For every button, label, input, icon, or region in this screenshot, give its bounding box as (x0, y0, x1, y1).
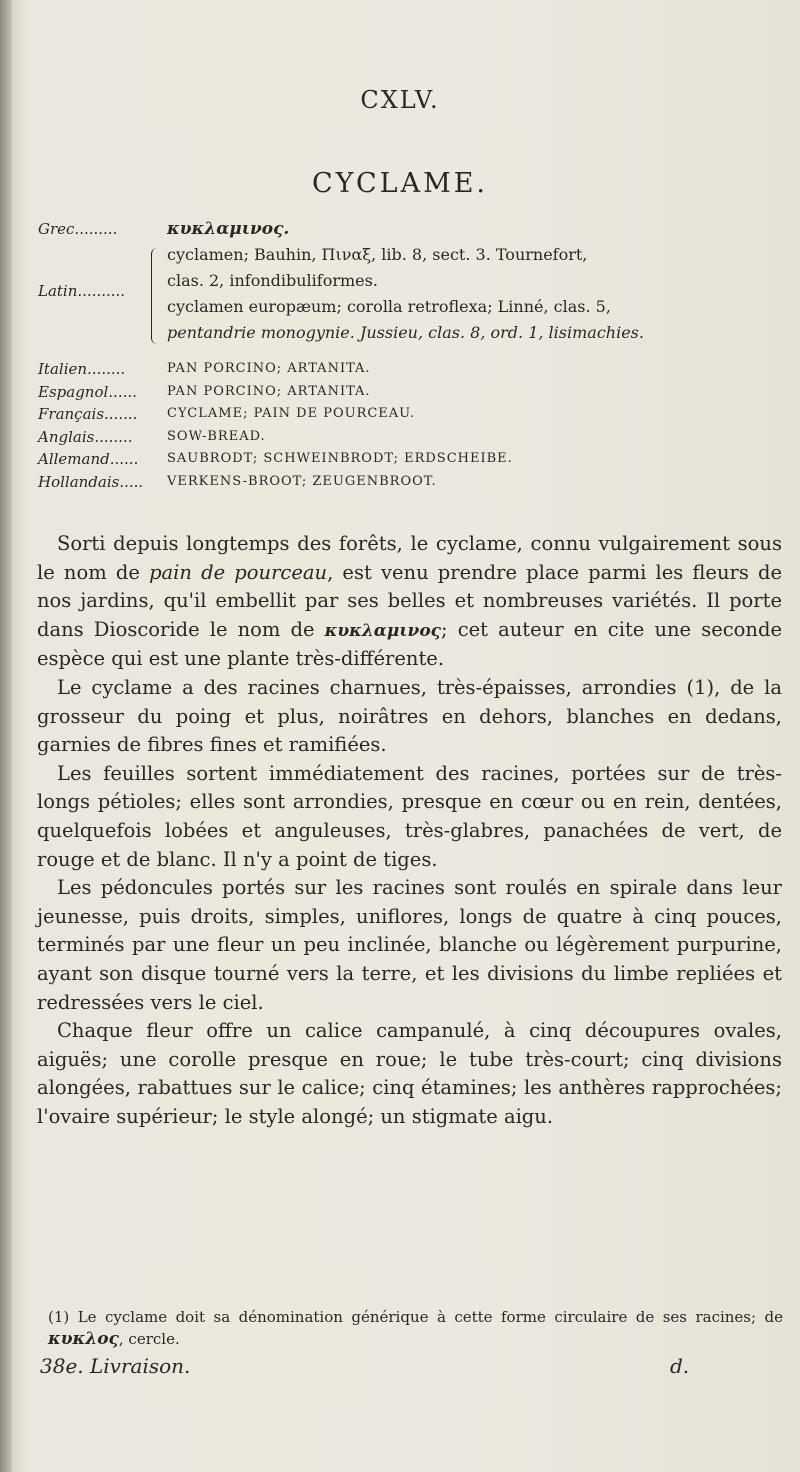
nomenclature-table (38, 216, 778, 493)
lang-label-grec: Grec......... (38, 220, 118, 238)
name-value-grec: κυκλαμινος. (167, 219, 290, 239)
body-text (37, 530, 782, 1131)
name-value-espagnol: PAN PORCINO; ARTANITA. (167, 383, 371, 399)
name-row-allemand (38, 448, 778, 471)
name-value-anglais: SOW-BREAD. (167, 428, 266, 444)
livraison-mark: 38e. Livraison. (40, 1354, 191, 1378)
name-row-grec (38, 216, 778, 242)
latin-synonyms (167, 242, 782, 346)
paragraph-intro (37, 530, 782, 674)
paragraph-roots: Le cyclame a des racines charnues, très-épaisses, arrondies (1), de la grosseur du poing et plus, noirâtres en dehors, blanches en dedans, garnies de fibres fines et ramifiées. (37, 675, 782, 757)
name-row-anglais (38, 426, 778, 449)
footnote-part-a: (1) Le cyclame doit sa dénomination générique à cette forme circulaire de ses racines; de (48, 1308, 783, 1326)
paragraph-flower: Chaque fleur offre un calice campanulé, à cinq découpures ovales, aiguës; une corolle presque en roue; le tube très-court; cinq divisions alongées, rabattues sur le calice; cinq étamines; les anthères rapprochées; l'ovaire supérieur; le style alongé; un stigmate aigu. (37, 1019, 782, 1128)
curly-brace (151, 248, 160, 344)
name-row-hollandais (38, 471, 778, 494)
common-name-emphasis: pain de pourceau (149, 560, 328, 584)
paragraph-intro-part-c: ; cet auteur en cite une seconde espèce qui est une plante très-différente. (37, 617, 782, 671)
name-value-hollandais: VERKENS-BROOT; ZEUGENBROOT. (167, 473, 437, 489)
latin-line-3: cyclamen europæum; corolla retroflexa; Linné, clas. 5, (167, 297, 611, 316)
signature-letter: d. (670, 1354, 690, 1378)
footnote-part-b: , cercle. (118, 1330, 180, 1348)
name-row-francais (38, 403, 778, 426)
lang-label-francais: Français....... (38, 405, 138, 423)
lang-label-espagnol: Espagnol...... (38, 382, 137, 401)
lang-label-italien: Italien........ (38, 360, 126, 378)
name-row-italien (38, 358, 778, 381)
paragraph-leaves: Les feuilles sortent immédiatement des racines, portées sur de très-longs pétioles; elles sont arrondies, presque en cœur ou en rein, dentées, quelquefois lobées et anguleuses, très-glabres, panachées de vert, de rouge et de blanc. Il n'y a point de tiges. (37, 761, 782, 871)
chapter-number: CXLV. (360, 86, 440, 114)
footnote (48, 1306, 783, 1350)
latin-line-1: cyclamen; Bauhin, Πιναξ, lib. 8, sect. 3. Tournefort, (167, 245, 588, 264)
lang-label-allemand: Allemand...... (38, 450, 139, 468)
name-value-allemand: SAUBRODT; SCHWEINBRODT; ERDSCHEIBE. (167, 451, 513, 466)
name-row-latin (38, 242, 778, 352)
lang-label-latin: Latin.......... (38, 282, 126, 300)
lang-label-hollandais: Hollandais..... (38, 472, 144, 491)
name-row-espagnol (38, 381, 778, 404)
name-value-francais: CYCLAME; PAIN DE POURCEAU. (167, 406, 416, 421)
name-value-italien: PAN PORCINO; ARTANITA. (167, 361, 371, 376)
paragraph-peduncles: Les pédoncules portés sur les racines sont roulés en spirale dans leur jeunesse, puis droits, simples, uniflores, longs de quatre à cinq pouces, terminés par une fleur un peu inclinée, blanche ou légèrement purpurine, ayant son disque tourné vers la terre, et les divisions du limbe repliées et redressées vers le ciel. (37, 876, 782, 1014)
footnote-greek-word: κυκλος (48, 1329, 119, 1349)
greek-name-inline: κυκλαμινος (324, 620, 442, 641)
paragraph-intro-part-b: , est venu prendre place parmi les fleurs de nos jardins, qu'il embellit par ses belles et nombreuses variétés. Il porte dans Dioscoride le nom de (37, 560, 783, 641)
page-title: CYCLAME. (311, 168, 489, 199)
latin-line-4: pentandrie monogynie. Jussieu, clas. 8, ord. 1, lisimachies. (167, 323, 644, 342)
vernacular-names (38, 358, 778, 493)
paragraph-intro-part-a: Sorti depuis longtemps des forêts, le cyclame, connu vulgairement sous le nom de (37, 532, 782, 584)
page-binding-edge (0, 0, 12, 1472)
lang-label-anglais: Anglais........ (38, 427, 133, 446)
latin-line-2: clas. 2, infondibuliformes. (167, 271, 378, 290)
